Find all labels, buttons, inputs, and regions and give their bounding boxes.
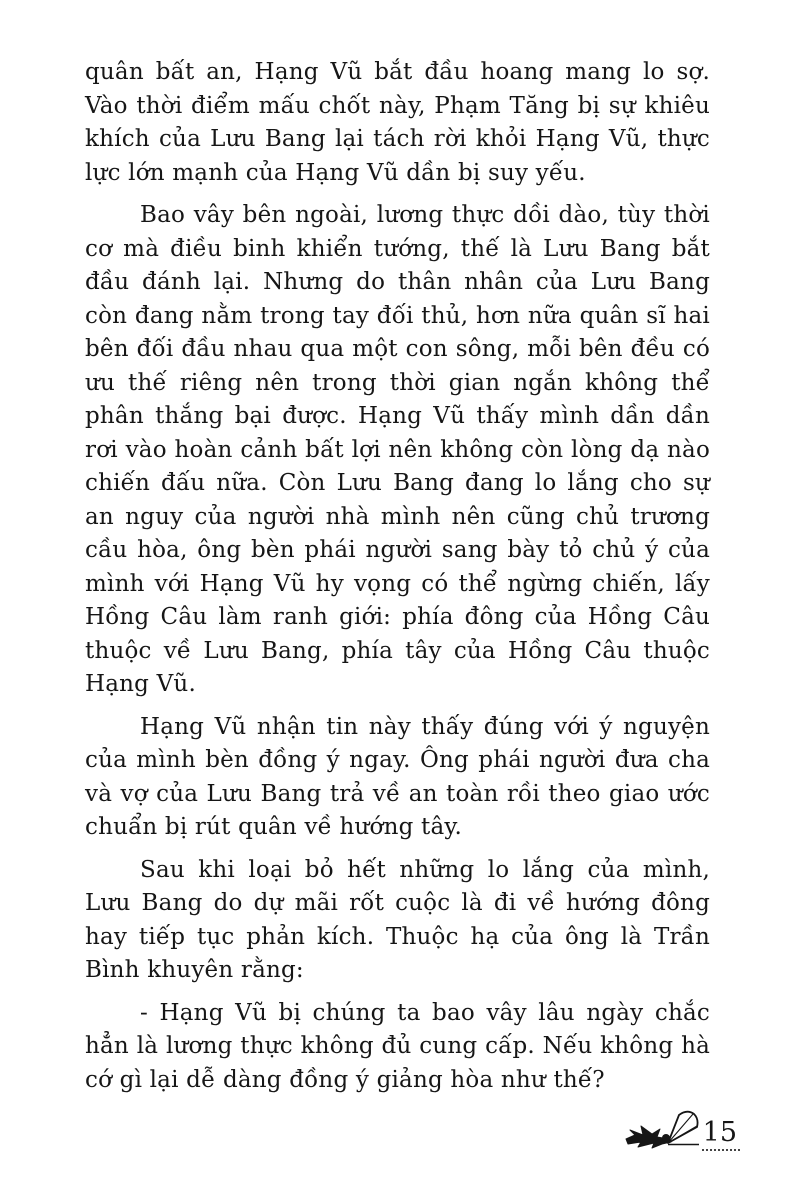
paragraph: Sau khi loại bỏ hết những lo lắng của mình, Lưu Bang do dự mãi rốt cuộc là đi về hướng đông hay tiếp tục phản kích. Thuộc hạ của ông là Trần Bình khuyên rằng: [85, 856, 710, 983]
bird-with-fan-ornament-icon [624, 1108, 700, 1150]
paragraph: quân bất an, Hạng Vũ bắt đầu hoang mang lo sợ. Vào thời điểm mấu chốt này, Phạm Tăng bị sự khiêu khích của Lưu Bang lại tách rời khỏi Hạng Vũ, thực lực lớn mạnh của Hạng Vũ dần bị suy yếu. [85, 59, 710, 186]
paragraph: Hạng Vũ nhận tin này thấy đúng với ý nguyện của mình bèn đồng ý ngay. Ông phái người đưa cha và vợ của Lưu Bang trả về an toàn rồi theo giao ước chuẩn bị rút quân về hướng tây. [85, 713, 710, 840]
page-text-block [85, 56, 710, 1106]
paragraph: Bao vây bên ngoài, lương thực dồi dào, tùy thời cơ mà điều binh khiển tướng, thế là Lưu Bang bắt đầu đánh lại. Nhưng do thân nhân của Lưu Bang còn đang nằm trong tay đối thủ, hơn nữa quân sĩ hai bên đối đầu nhau qua một con sông, mỗi bên đều có ưu thế riêng nên trong thời gian ngắn không thể phân thắng bại được. Hạng Vũ thấy mình dần dần rơi vào hoàn cảnh bất lợi nên không còn lòng dạ nào chiến đấu nữa. Còn Lưu Bang đang lo lắng cho sự an nguy của người nhà mình nên cũng chủ trương cầu hòa, ông bèn phái người sang bày tỏ chủ ý của mình với Hạng Vũ hy vọng có thể ngừng chiến, lấy Hồng Câu làm ranh giới: phía đông của Hồng Câu thuộc về Lưu Bang, phía tây của Hồng Câu thuộc Hạng Vũ. [85, 202, 710, 697]
page-number: 15 [702, 1119, 740, 1151]
paragraph: - Hạng Vũ bị chúng ta bao vây lâu ngày chắc hẳn là lương thực không đủ cung cấp. Nếu không hà cớ gì lại dễ dàng đồng ý giảng hòa như thế? [85, 999, 710, 1093]
page-footer [624, 1108, 740, 1151]
